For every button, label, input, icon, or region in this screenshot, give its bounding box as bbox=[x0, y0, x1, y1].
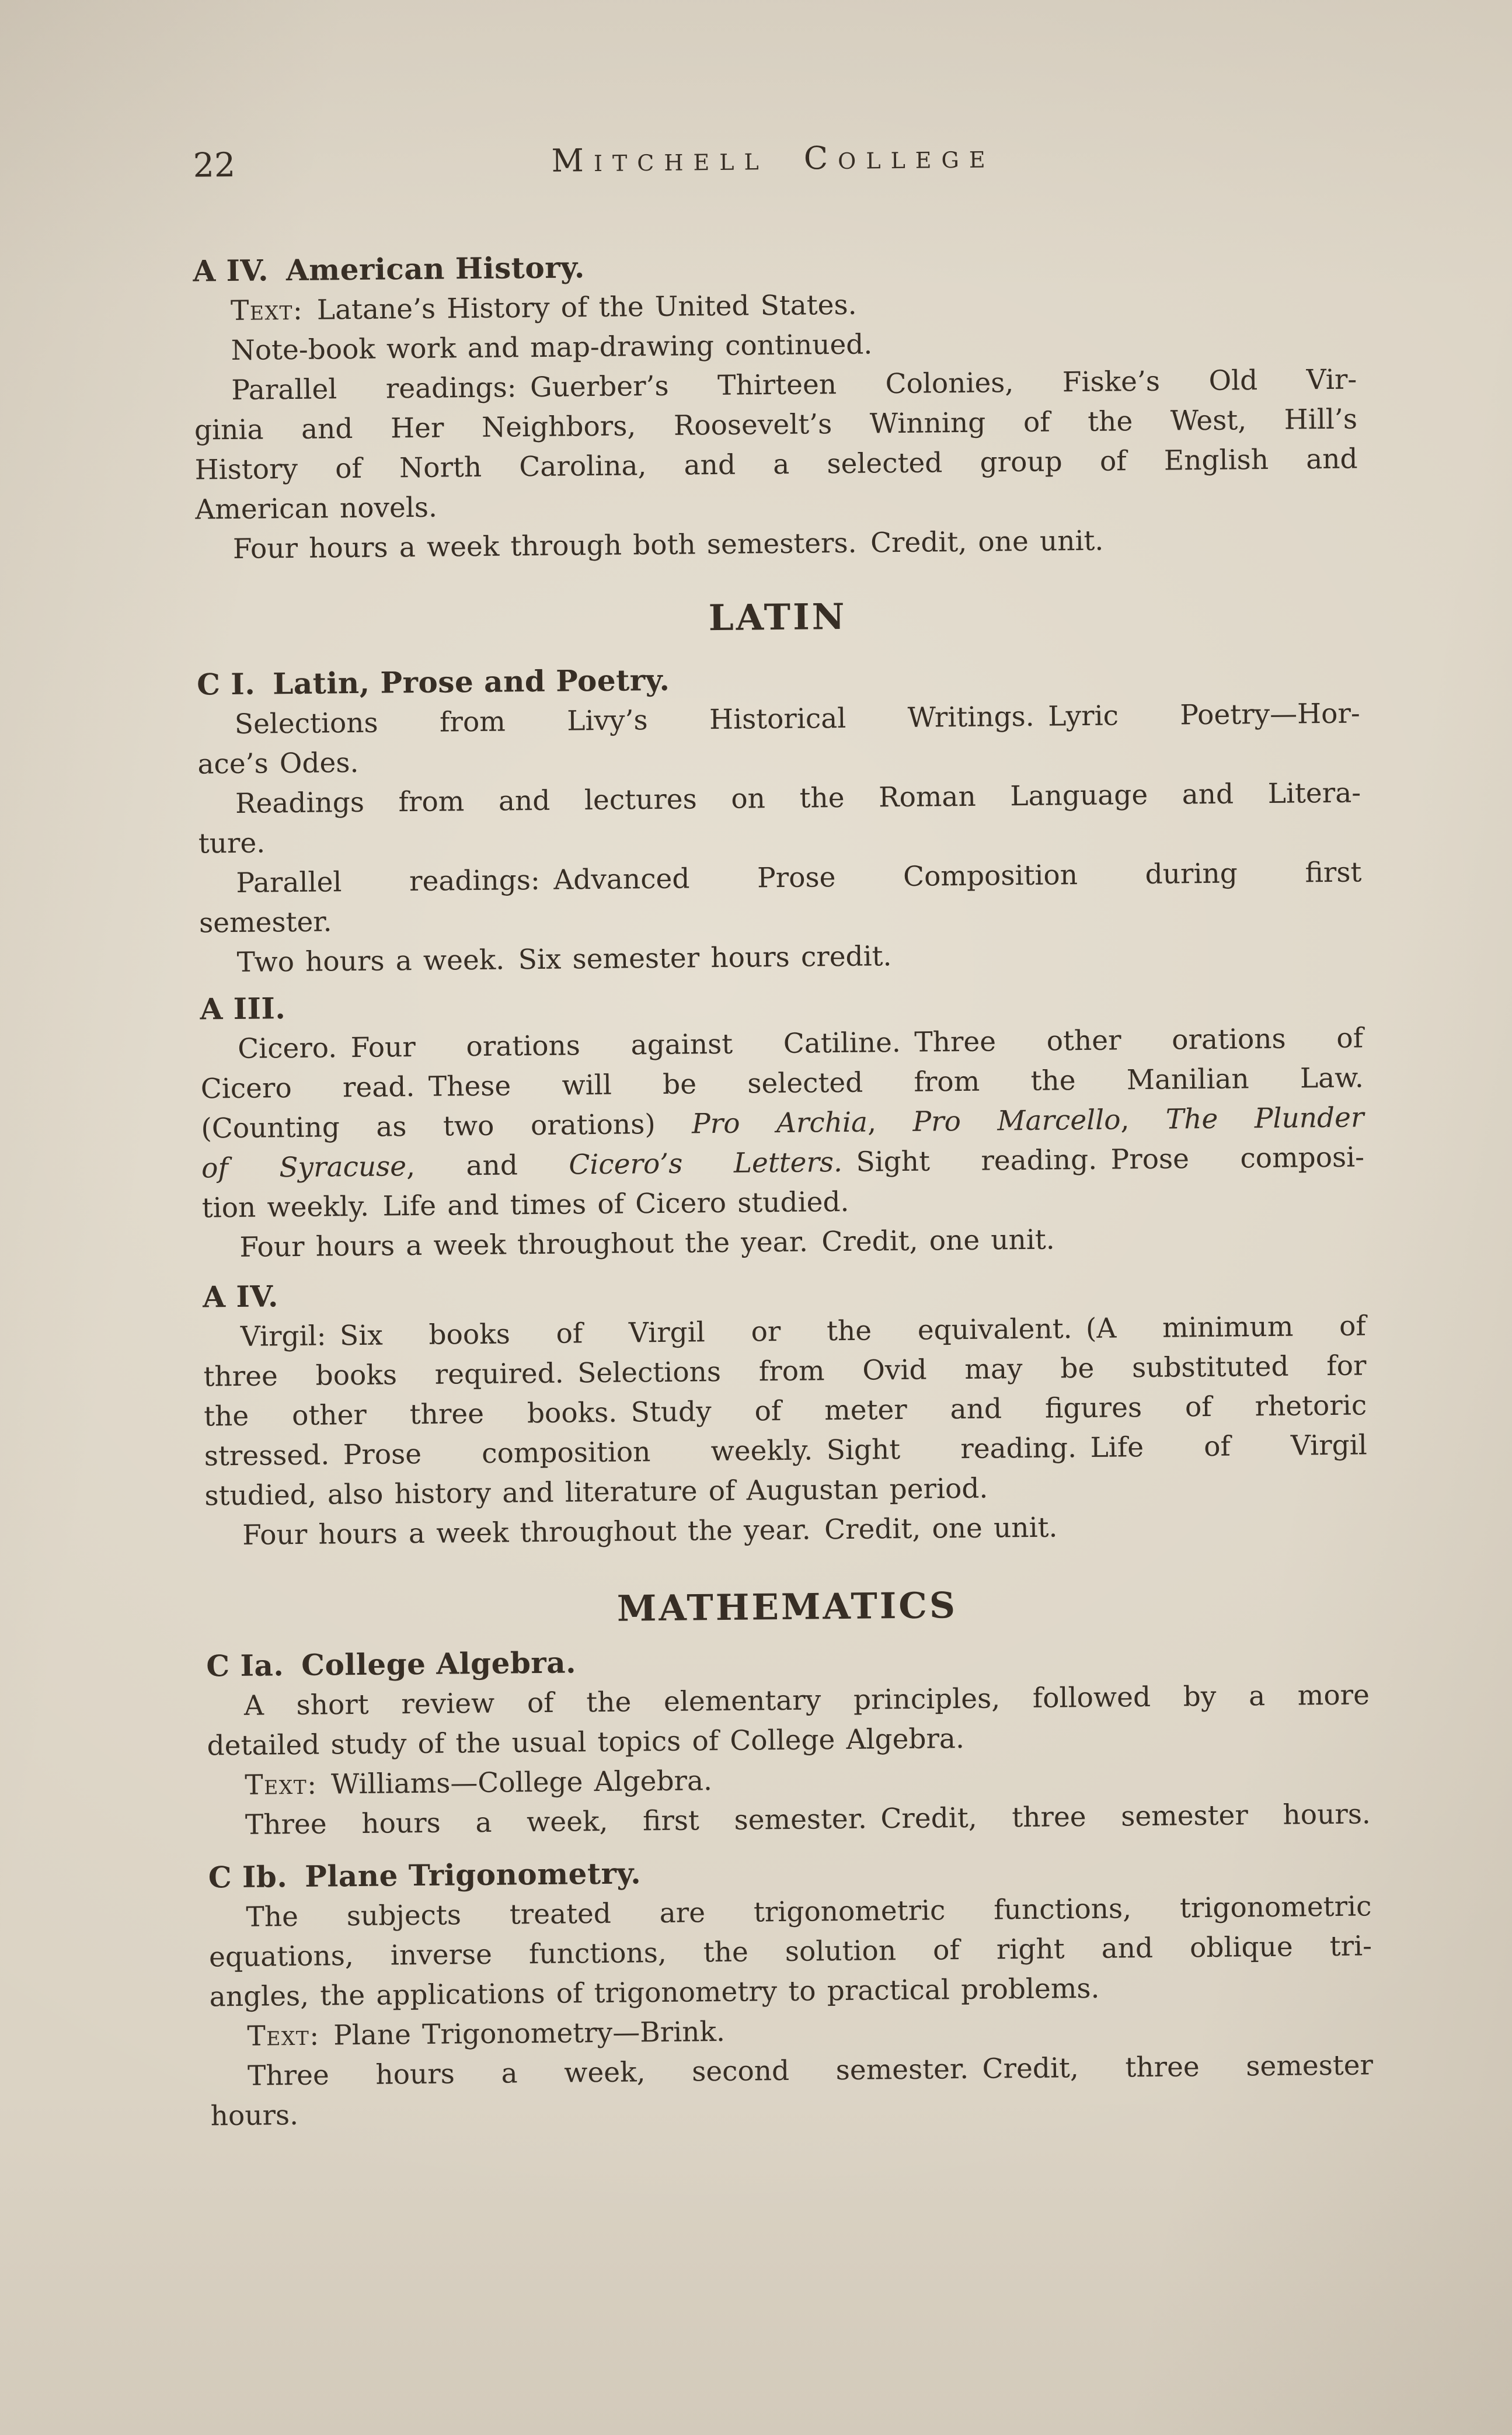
course-label: A III. bbox=[200, 991, 286, 1027]
line-c1-par3-1: Parallel readings: Advanced Prose Composition during first bbox=[236, 856, 1362, 899]
section-heading-mathematics: MATHEMATICS bbox=[616, 1585, 958, 1630]
line-a4-hours: Four hours a week throughout the year. Credit, one unit. bbox=[242, 1511, 1058, 1552]
line-c1b-hours-1: Three hours a week, second semester. Credit, three semester bbox=[247, 2049, 1374, 2092]
text-label: Text: bbox=[230, 294, 304, 327]
course-label: A IV. bbox=[202, 1279, 279, 1314]
text-value: Latane’s History of the United States. bbox=[303, 288, 857, 326]
course-label: C Ia. bbox=[206, 1648, 284, 1683]
line-c1-hours: Two hours a week. Six semester hours credit. bbox=[236, 940, 892, 979]
line-a4-1: Virgil: Six books of Virgil or the equivalent. (A minimum of bbox=[240, 1310, 1367, 1353]
line-c1a-par-2: detailed study of the usual topics of College Algebra. bbox=[207, 1723, 965, 1762]
page-header bbox=[191, 132, 1355, 185]
italic-title: Cicero’s Letters. bbox=[569, 1146, 843, 1181]
line-history-parallel-4: American novels. bbox=[195, 491, 438, 526]
line-c1a-hours: Three hours a week, first semester. Credit, three semester hours. bbox=[245, 1798, 1371, 1841]
line-history-parallel-3: History of North Carolina, and a selected group of English and bbox=[194, 443, 1358, 486]
line-c1b-par-2: equations, inverse functions, the solution of right and oblique tri- bbox=[208, 1930, 1372, 1974]
line-history-parallel-1: Parallel readings: Guerber’s Thirteen Colonies, Fiske’s Old Vir- bbox=[231, 363, 1357, 406]
roman-run: (Counting as two orations) bbox=[201, 1108, 692, 1145]
line-a4-5: studied, also history and literature of Augustan period. bbox=[204, 1472, 988, 1512]
line-a3-5: tion weekly. Life and times of Cicero studied. bbox=[201, 1185, 849, 1225]
line-c1-par2-1: Readings from and lectures on the Roman Language and Litera- bbox=[235, 777, 1361, 820]
roman-run: , and bbox=[406, 1149, 569, 1183]
line-a3-2: Cicero read. These will be selected from the Manilian Law. bbox=[200, 1062, 1364, 1105]
line-c1-par1-1: Selections from Livy’s Historical Writings. Lyric Poetry—Hor- bbox=[234, 697, 1361, 740]
line-c1b-par-3: angles, the applications of trigonometry to practical problems. bbox=[209, 1972, 1100, 2013]
line-c1b-hours-2: hours. bbox=[210, 2099, 299, 2133]
italic-title: Pro Marcello bbox=[912, 1104, 1121, 1138]
text-value: Williams—College Algebra. bbox=[317, 1765, 713, 1801]
course-title: Plane Trigonometry. bbox=[304, 1856, 642, 1894]
page-number: 22 bbox=[193, 145, 236, 185]
line-a3-1: Cicero. Four orations against Catiline. Three other orations of bbox=[237, 1022, 1364, 1065]
line-a4-3: the other three books. Study of meter and figures of rhetoric bbox=[203, 1389, 1367, 1433]
running-title: Mitchell College bbox=[551, 138, 995, 179]
course-title: College Algebra. bbox=[301, 1645, 577, 1682]
roman-run: , bbox=[1120, 1103, 1166, 1136]
section-heading-latin: LATIN bbox=[708, 596, 847, 639]
line-a4-4: stressed. Prose composition weekly. Sight reading. Life of Virgil bbox=[204, 1429, 1368, 1473]
line-c1b-par-1: The subjects treated are trigonometric functions, trigonometric bbox=[246, 1890, 1372, 1933]
line-history-hours: Four hours a week through both semesters. Credit, one unit. bbox=[232, 524, 1104, 565]
text-label: Text: bbox=[247, 2019, 320, 2053]
line-c1-par2-2: ture. bbox=[198, 827, 266, 860]
roman-run: Sight reading. Prose composi- bbox=[842, 1141, 1365, 1178]
page-content bbox=[190, 0, 1374, 2136]
course-title: American History. bbox=[285, 250, 586, 288]
line-c1-par1-2: ace’s Odes. bbox=[197, 746, 359, 781]
line-c1a-par-1: A short review of the elementary principles, followed by a more bbox=[243, 1679, 1370, 1722]
italic-title: of Syracuse bbox=[201, 1150, 407, 1185]
line-history-notebook: Note-book work and map-drawing continued. bbox=[231, 328, 873, 367]
course-label: A IV. bbox=[193, 253, 269, 288]
roman-run: , bbox=[867, 1105, 913, 1139]
line-a3-hours: Four hours a week throughout the year. Credit, one unit. bbox=[239, 1223, 1055, 1264]
course-title: Latin, Prose and Poetry. bbox=[272, 662, 670, 701]
line-c1-par3-2: semester. bbox=[198, 906, 332, 940]
course-label: C Ib. bbox=[208, 1859, 288, 1895]
italic-title: Pro Archia bbox=[691, 1106, 868, 1140]
text-value: Plane Trigonometry—Brink. bbox=[319, 2015, 726, 2052]
course-label: C I. bbox=[196, 666, 256, 702]
line-history-parallel-2: ginia and Her Neighbors, Roosevelt’s Winning of the West, Hill’s bbox=[194, 403, 1358, 447]
text-label: Text: bbox=[245, 1768, 318, 1801]
line-a4-2: three books required. Selections from Ovid may be substituted for bbox=[203, 1349, 1367, 1393]
italic-title: The Plunder bbox=[1165, 1101, 1364, 1136]
